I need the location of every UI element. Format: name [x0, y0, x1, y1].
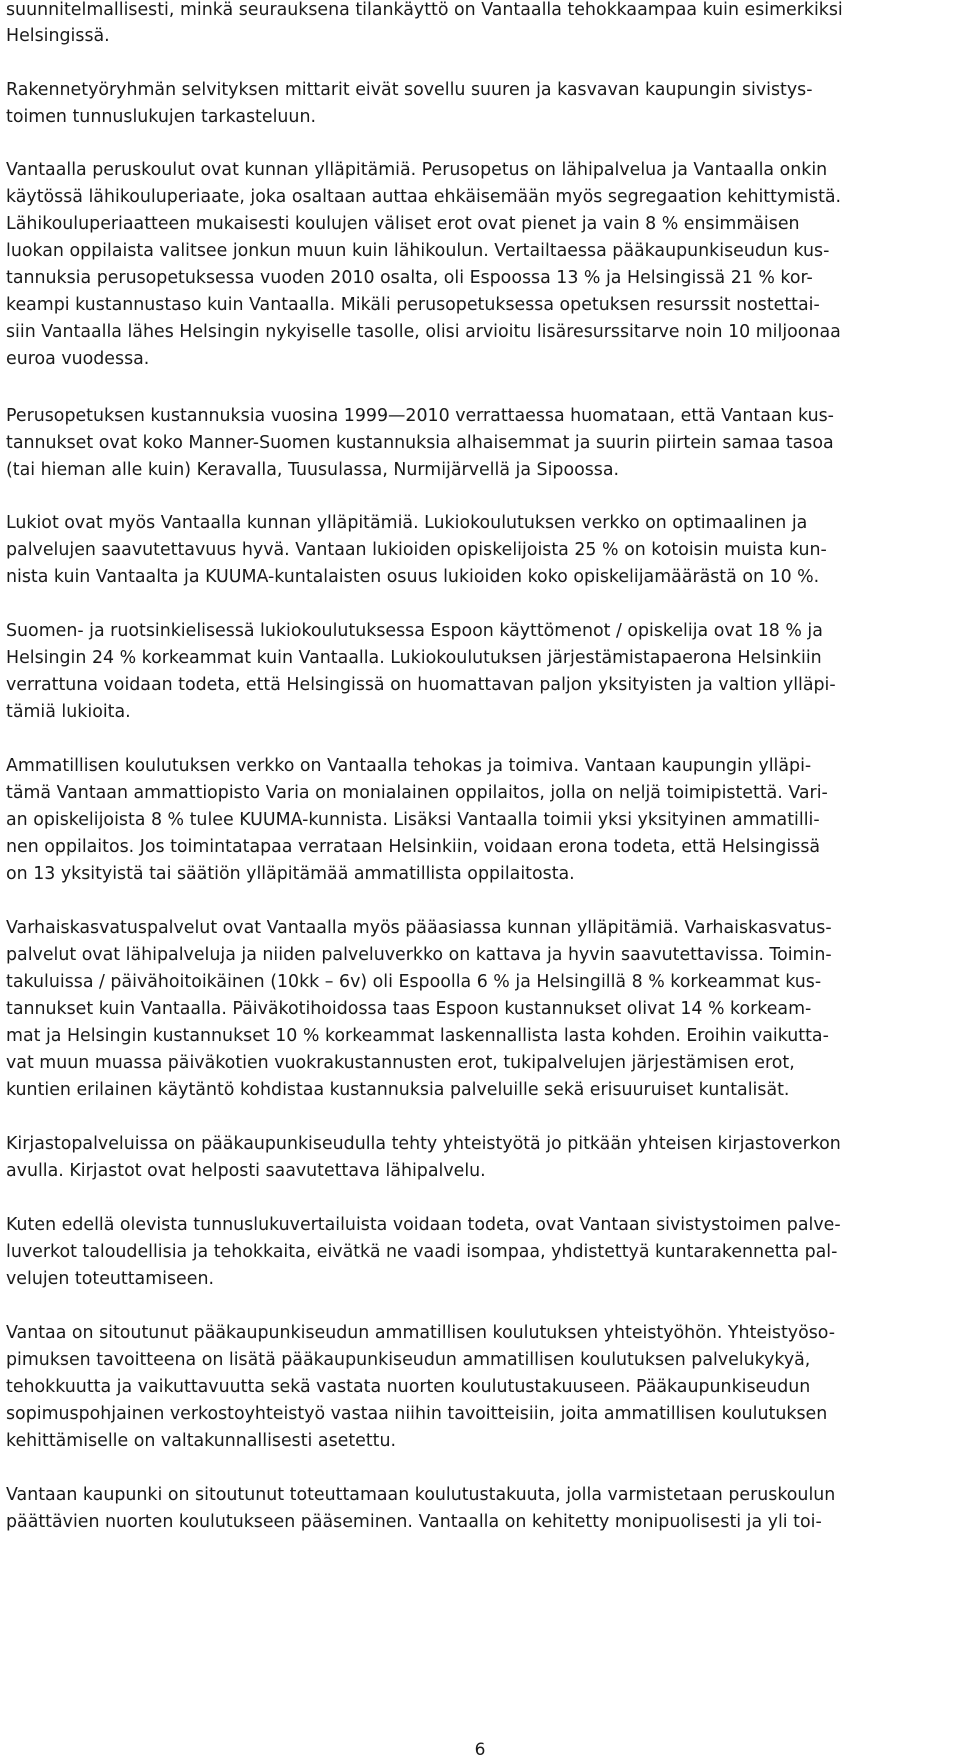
text-line: sopimuspohjainen verkostoyhteistyö vastaa niihin tavoitteisiin, joita ammatillisen koulutuksen [6, 1404, 828, 1424]
text-line: keampi kustannustaso kuin Vantaalla. Mikäli perusopetuksessa opetuksen resurssit nostettai- [6, 295, 820, 315]
text-line: Ammatillisen koulutuksen verkko on Vantaalla tehokas ja toimiva. Vantaan kaupungin ylläpi- [6, 756, 812, 776]
text-line: Varhaiskasvatuspalvelut ovat Vantaalla myös pääasiassa kunnan ylläpitämiä. Varhaiskasvatus- [6, 918, 832, 938]
text-line: tannuksia perusopetuksessa vuoden 2010 osalta, oli Espoossa 13 % ja Helsingissä 21 % kor- [6, 268, 813, 288]
text-line: tannukset kuin Vantaalla. Päiväkotihoidossa taas Espoon kustannukset olivat 14 % korkeam- [6, 999, 812, 1019]
text-line: an opiskelijoista 8 % tulee KUUMA-kunnista. Lisäksi Vantaalla toimii yksi yksityinen ammatilli- [6, 810, 820, 830]
text-line: kuntien erilainen käytäntö kohdistaa kustannuksia palveluille sekä erisuuruiset kuntalisät. [6, 1080, 790, 1100]
text-line: Vantaalla peruskoulut ovat kunnan ylläpitämiä. Perusopetus on lähipalvelua ja Vantaalla onkin [6, 160, 828, 180]
text-line: päättävien nuorten koulutukseen pääseminen. Vantaalla on kehitetty monipuolisesti ja yli toi- [6, 1512, 822, 1532]
text-line: käytössä lähikouluperiaate, joka osaltaan auttaa ehkäisemään myös segregaation kehittymistä. [6, 187, 842, 207]
text-line: palvelujen saavutettavuus hyvä. Vantaan lukioiden opiskelijoista 25 % on kotoisin muista kun- [6, 540, 827, 560]
text-line: palvelut ovat lähipalveluja ja niiden palveluverkko on kattava ja hyvin saavutettavissa. Toimin- [6, 945, 832, 965]
text-line: luverkot taloudellisia ja tehokkaita, eivätkä ne vaadi isompaa, yhdistettyä kuntarakennetta pal- [6, 1242, 838, 1262]
text-line: avulla. Kirjastot ovat helposti saavutettava lähipalvelu. [6, 1161, 486, 1181]
text-line: euroa vuodessa. [6, 349, 150, 369]
text-line: takuluissa / päivähoitoikäinen (10kk – 6v) oli Espoolla 6 % ja Helsingillä 8 % korkeammat kus- [6, 972, 822, 992]
text-line: Rakennetyöryhmän selvityksen mittarit eivät sovellu suuren ja kasvavan kaupungin sivistys- [6, 80, 813, 100]
text-line: Lukiot ovat myös Vantaalla kunnan ylläpitämiä. Lukiokoulutuksen verkko on optimaalinen ja [6, 513, 808, 533]
text-line: Vantaa on sitoutunut pääkaupunkiseudun ammatillisen koulutuksen yhteistyöhön. Yhteistyöso- [6, 1323, 836, 1343]
text-line: verrattuna voidaan todeta, että Helsingissä on huomattavan paljon yksityisten ja valtion ylläpi- [6, 675, 836, 695]
text-line: tehokkuutta ja vaikuttavuutta sekä vastata nuorten koulutustakuuseen. Pääkaupunkiseudun [6, 1377, 811, 1397]
text-line: Vantaan kaupunki on sitoutunut toteuttamaan koulutustakuuta, jolla varmistetaan peruskoulun [6, 1485, 836, 1505]
text-line: nen oppilaitos. Jos toimintatapaa verrataan Helsinkiin, voidaan erona todeta, että Helsingissä [6, 837, 821, 857]
text-line: Kuten edellä olevista tunnuslukuvertailuista voidaan todeta, ovat Vantaan sivistystoimen palve- [6, 1215, 841, 1235]
text-line: Helsingin 24 % korkeammat kuin Vantaalla. Lukiokoulutuksen järjestämistapaerona Helsinkiin [6, 648, 822, 668]
text-line: nista kuin Vantaalta ja KUUMA-kuntalaisten osuus lukioiden koko opiskelijamäärästä on 10 %. [6, 567, 820, 587]
text-line: pimuksen tavoitteena on lisätä pääkaupunkiseudun ammatillisen koulutuksen palvelukykyä, [6, 1350, 811, 1370]
text-line: kehittämiselle on valtakunnallisesti asetettu. [6, 1431, 397, 1451]
text-line: (tai hieman alle kuin) Keravalla, Tuusulassa, Nurmijärvellä ja Sipoossa. [6, 460, 620, 480]
text-line: Lähikouluperiaatteen mukaisesti koulujen väliset erot ovat pienet ja vain 8 % ensimmäisen [6, 214, 800, 234]
page-number: 6 [474, 1740, 486, 1760]
text-line: vat muun muassa päiväkotien vuokrakustannusten erot, tukipalvelujen järjestämisen erot, [6, 1053, 795, 1073]
text-line: Helsingissä. [6, 26, 110, 46]
text-line: on 13 yksityistä tai säätiön ylläpitämää ammatillista oppilaitosta. [6, 864, 575, 884]
text-line: toimen tunnuslukujen tarkasteluun. [6, 107, 316, 127]
text-line: Suomen- ja ruotsinkielisessä lukiokoulutuksessa Espoon käyttömenot / opiskelija ovat 18 % ja [6, 621, 823, 641]
text-line: mat ja Helsingin kustannukset 10 % korkeammat laskennallista lasta kohden. Eroihin vaikutta- [6, 1026, 829, 1046]
text-line: tämä Vantaan ammattiopisto Varia on monialainen oppilaitos, jolla on neljä toimipistettä. Vari- [6, 783, 828, 803]
text-line: tannukset ovat koko Manner-Suomen kustannuksia alhaisemmat ja suurin piirtein samaa tasoa [6, 433, 834, 453]
text-line: luokan oppilaista valitsee jonkun muun kuin lähikoulun. Vertailtaessa pääkaupunkiseudun kus- [6, 241, 830, 261]
text-line: velujen toteuttamiseen. [6, 1269, 214, 1289]
text-line: siin Vantaalla lähes Helsingin nykyiselle tasolle, olisi arvioitu lisäresurssitarve noin 10 miljoonaa [6, 322, 841, 342]
text-line: Kirjastopalveluissa on pääkaupunkiseudulla tehty yhteistyötä jo pitkään yhteisen kirjastoverkon [6, 1134, 841, 1154]
text-line: suunnitelmallisesti, minkä seurauksena tilankäyttö on Vantaalla tehokkaampaa kuin esimerkiksi [6, 0, 843, 20]
text-line: Perusopetuksen kustannuksia vuosina 1999—2010 verrattaessa huomataan, että Vantaan kus- [6, 406, 834, 426]
text-line: tämiä lukioita. [6, 702, 131, 722]
